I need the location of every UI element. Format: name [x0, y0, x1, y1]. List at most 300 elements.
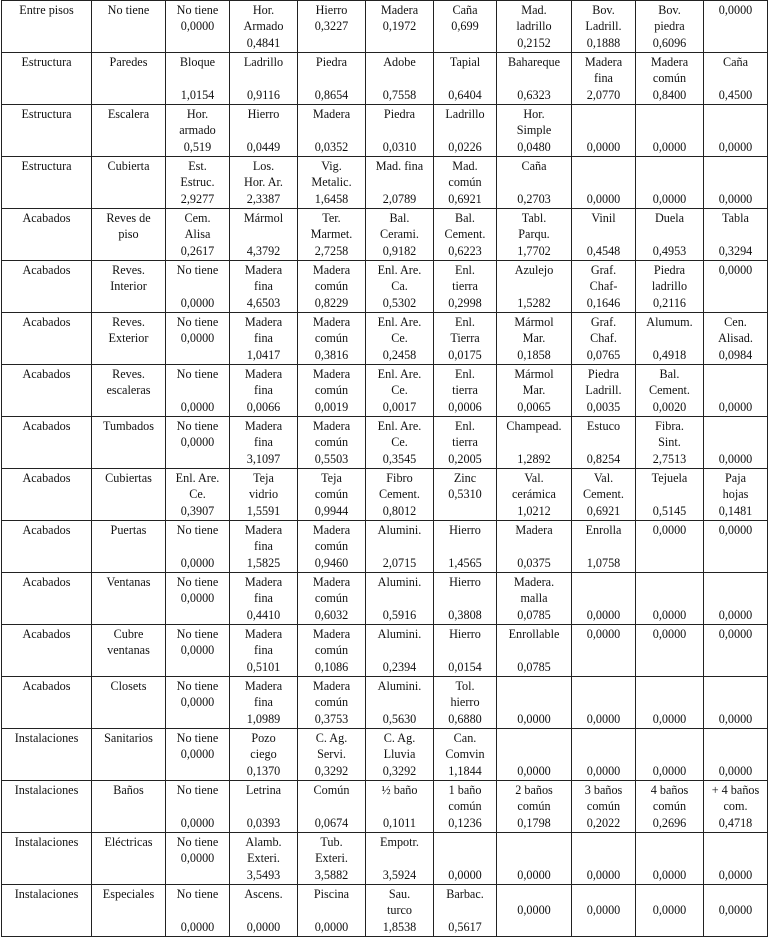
value-cell: [230, 469, 298, 521]
cell-line: [638, 694, 701, 710]
cell-line: 0,3294: [718, 243, 753, 258]
cell-line: Exterior: [108, 331, 149, 346]
cell-line: vidrio: [248, 487, 279, 502]
cell-line: [436, 834, 494, 850]
value-cell: [366, 209, 434, 261]
value-cell: [434, 365, 497, 417]
value-cell: [497, 105, 572, 157]
cell-line: [232, 226, 295, 242]
cell-line: 0,1481: [718, 503, 753, 518]
value-cell: [298, 261, 366, 313]
cell-line: fina: [254, 539, 273, 554]
cell-content: [436, 678, 494, 727]
cell-content: [300, 158, 363, 207]
cell-line: Madera: [312, 315, 351, 329]
table-row: [2, 521, 768, 573]
table-row: [2, 677, 768, 729]
cell-line: 0,4410: [246, 607, 281, 622]
cell-line: [574, 590, 633, 606]
cell-line: Mad.: [521, 3, 547, 17]
cell-line: Reves de: [106, 211, 151, 225]
cell-line: 0,0006: [448, 399, 482, 414]
value-cell: [434, 261, 497, 313]
value-cell: [366, 729, 434, 781]
cell-line: 0,4918: [652, 347, 687, 362]
cell-content: [574, 262, 633, 311]
value-cell: [298, 469, 366, 521]
cell-line: 0,0000: [718, 903, 753, 918]
cell-line: Alisa: [184, 227, 211, 242]
cell-content: [436, 210, 494, 259]
cell-content: [300, 106, 363, 155]
cell-content: [168, 54, 227, 103]
cell-line: 0,0000: [180, 851, 215, 866]
value-cell: [497, 833, 572, 885]
row-element-cell: [92, 729, 166, 781]
cell-line: 0,3907: [180, 503, 215, 518]
cell-content: [4, 210, 89, 226]
value-cell: [366, 677, 434, 729]
cell-line: fina: [254, 591, 273, 606]
table-row: [2, 417, 768, 469]
table-row: [2, 313, 768, 365]
value-cell: [434, 209, 497, 261]
cell-content: [4, 886, 89, 902]
cell-content: [368, 418, 431, 467]
value-cell: [434, 417, 497, 469]
cell-line: Ce.: [391, 383, 408, 398]
cell-line: [574, 850, 633, 866]
cell-content: [300, 626, 363, 675]
cell-line: Alumini.: [377, 679, 422, 693]
cell-line: [168, 538, 227, 554]
cell-line: común: [314, 643, 349, 658]
cell-line: 0,0765: [586, 347, 621, 362]
cell-line: Mad.: [452, 159, 478, 173]
value-cell: [704, 833, 768, 885]
cell-content: [168, 886, 227, 935]
cell-line: [499, 174, 569, 190]
cell-line: 2,9277: [180, 191, 215, 206]
cell-line: Exteri.: [315, 851, 348, 866]
cell-line: [638, 850, 701, 866]
cell-line: 0,7558: [382, 87, 417, 102]
cell-line: 0,8254: [586, 451, 621, 466]
cell-content: [574, 54, 633, 103]
value-cell: [230, 729, 298, 781]
cell-line: [638, 730, 701, 746]
value-cell: [497, 469, 572, 521]
value-cell: [298, 105, 366, 157]
cell-line: [436, 642, 494, 658]
cell-line: ventanas: [107, 643, 150, 658]
cell-line: Tapial: [449, 55, 481, 69]
cell-line: 0,0000: [586, 139, 621, 154]
cell-line: 0,699: [451, 19, 479, 34]
cell-line: común: [314, 695, 349, 710]
cell-line: Cubre: [113, 627, 144, 641]
cell-content: [499, 470, 569, 519]
cell-line: Mar.: [522, 331, 546, 346]
cell-line: Mar.: [522, 383, 546, 398]
value-cell: [497, 521, 572, 573]
cell-content: [168, 834, 227, 867]
value-cell: [298, 677, 366, 729]
cell-line: 0,0785: [517, 607, 551, 622]
cell-content: [638, 626, 701, 642]
cell-content: [94, 782, 163, 798]
cell-line: Cement.: [379, 487, 420, 502]
cell-content: [638, 54, 701, 103]
cell-line: escaleras: [106, 383, 151, 398]
cell-content: [574, 782, 633, 831]
cell-line: Alumini.: [377, 627, 422, 641]
cell-content: [168, 158, 227, 207]
cell-line: 0,5310: [448, 487, 482, 502]
cell-line: 0,9944: [314, 503, 349, 518]
cell-line: Simple: [516, 123, 552, 138]
value-cell: [636, 885, 704, 937]
cell-line: ½ baño: [381, 783, 418, 797]
cell-line: [499, 746, 569, 762]
value-cell: [497, 157, 572, 209]
cell-content: [94, 314, 163, 347]
cell-content: [300, 782, 363, 831]
cell-line: tierra: [452, 279, 478, 294]
cell-line: común: [314, 591, 349, 606]
value-cell: [704, 469, 768, 521]
value-cell: [497, 365, 572, 417]
cell-content: [232, 782, 295, 831]
cell-line: Acabados: [22, 315, 71, 329]
cell-line: 0,1236: [448, 815, 482, 830]
value-cell: [230, 53, 298, 105]
cell-line: Sanitarios: [104, 731, 153, 745]
cell-line: Caña: [722, 55, 749, 69]
cell-line: Estuco: [586, 419, 621, 433]
cell-line: 0,519: [183, 139, 212, 154]
value-cell: [166, 729, 230, 781]
value-cell: [366, 53, 434, 105]
cell-content: [300, 54, 363, 103]
table-row: [2, 209, 768, 261]
cell-content: [638, 574, 701, 623]
cell-line: Bal.: [455, 211, 475, 225]
cell-content: [232, 54, 295, 103]
cell-line: 0,0000: [517, 903, 551, 918]
value-cell: [704, 209, 768, 261]
cell-content: [706, 574, 765, 623]
cell-line: [638, 158, 701, 174]
cell-line: 1,0989: [246, 711, 281, 726]
cell-line: [638, 174, 701, 190]
value-cell: [230, 885, 298, 937]
cell-line: 0,0000: [652, 903, 687, 918]
table-body: [2, 1, 768, 937]
cell-line: 0,3292: [314, 763, 349, 778]
value-cell: [298, 365, 366, 417]
cell-content: [368, 626, 431, 675]
row-element-cell: [92, 469, 166, 521]
cell-content: [706, 678, 765, 727]
cell-line: 0,0000: [718, 867, 753, 882]
cell-line: 0,6223: [448, 243, 482, 258]
cell-content: [168, 678, 227, 711]
cell-line: [706, 434, 765, 450]
value-cell: [230, 261, 298, 313]
cell-line: 0,0020: [652, 399, 687, 414]
cell-line: Hor. Ar.: [244, 175, 283, 190]
value-cell: [704, 521, 768, 573]
cell-line: 2,0789: [382, 191, 417, 206]
value-cell: [298, 781, 366, 833]
table-row: [2, 1, 768, 53]
cell-line: piedra: [654, 19, 685, 34]
value-cell: [298, 313, 366, 365]
value-cell: [636, 209, 704, 261]
value-cell: [166, 261, 230, 313]
cell-content: [94, 470, 163, 486]
cell-line: Tabl.: [521, 211, 547, 225]
cell-content: [499, 54, 569, 103]
cell-content: [574, 470, 633, 519]
cell-line: [232, 798, 295, 814]
value-cell: [298, 417, 366, 469]
cell-line: Alamb.: [245, 835, 282, 849]
row-category-cell: [2, 209, 92, 261]
cell-content: [368, 262, 431, 311]
cell-content: [574, 626, 633, 642]
cell-line: Ce.: [189, 487, 206, 502]
cell-line: C. Ag.: [383, 731, 416, 745]
cell-line: [436, 70, 494, 86]
cell-line: [638, 330, 701, 346]
cell-line: Tol.: [455, 679, 475, 693]
cell-content: [4, 678, 89, 694]
cell-content: [638, 730, 701, 779]
cell-line: 0,5630: [382, 711, 417, 726]
cell-content: [638, 2, 701, 51]
cell-line: fina: [254, 279, 273, 294]
cell-line: [368, 122, 431, 138]
cell-content: [574, 522, 633, 571]
cell-line: Reves.: [112, 263, 145, 277]
cell-line: Hor.: [252, 3, 275, 17]
cell-content: [368, 158, 431, 207]
cell-line: [574, 574, 633, 590]
cell-content: [499, 262, 569, 311]
table-row: [2, 365, 768, 417]
cell-line: 0,3808: [448, 607, 482, 622]
cell-line: 0,2696: [652, 815, 687, 830]
cell-line: 2 baños: [515, 783, 553, 797]
cell-line: 0,0449: [246, 139, 281, 154]
cell-content: [368, 730, 431, 779]
cell-line: Instalaciones: [14, 887, 79, 901]
cell-line: 0,0000: [517, 711, 551, 726]
cell-line: 0,8012: [382, 503, 417, 518]
cell-line: Hierro: [449, 627, 481, 641]
cell-line: [706, 834, 765, 850]
value-cell: [166, 521, 230, 573]
cell-line: Ca.: [391, 279, 408, 294]
cell-line: 0,4953: [652, 243, 687, 258]
cell-line: Bahareque: [507, 55, 561, 69]
cell-content: [4, 470, 89, 486]
cell-line: [499, 678, 569, 694]
cell-line: 0,1011: [382, 815, 417, 830]
cell-content: [436, 886, 494, 935]
cell-line: Paja: [725, 471, 746, 485]
cell-line: 0,1888: [586, 35, 621, 50]
cell-line: Tierra: [450, 331, 480, 346]
cell-content: [499, 2, 569, 51]
value-cell: [434, 833, 497, 885]
cell-content: [168, 782, 227, 831]
cell-line: 0,3227: [314, 19, 349, 34]
cell-line: 1,6458: [314, 191, 349, 206]
cell-line: Bov.: [592, 3, 615, 17]
cell-line: 4,3792: [246, 243, 281, 258]
cell-content: [706, 2, 765, 18]
cell-line: 1,7702: [517, 243, 551, 258]
cell-line: [436, 538, 494, 554]
row-category-cell: [2, 781, 92, 833]
cell-content: [638, 106, 701, 155]
cell-line: 0,2394: [382, 659, 417, 674]
value-cell: [298, 157, 366, 209]
cell-content: [436, 314, 494, 363]
cell-line: Madera: [584, 55, 623, 69]
cell-content: [4, 418, 89, 434]
cell-content: [232, 574, 295, 623]
cell-line: 1,4565: [448, 555, 482, 570]
cell-content: [94, 834, 163, 850]
value-cell: [497, 677, 572, 729]
cell-line: [706, 694, 765, 710]
cell-content: [499, 314, 569, 363]
cell-line: 0,5145: [652, 503, 687, 518]
cell-line: 0,0000: [586, 607, 621, 622]
cell-content: [94, 626, 163, 659]
cell-line: Puertas: [110, 523, 147, 537]
cell-line: Instalaciones: [14, 731, 79, 745]
cell-line: Madera: [244, 627, 283, 641]
cell-line: cerámica: [512, 487, 556, 502]
row-element-cell: [92, 521, 166, 573]
cell-line: 1,5282: [517, 295, 551, 310]
value-cell: [230, 573, 298, 625]
value-cell: [704, 417, 768, 469]
cell-line: Mad. fina: [375, 159, 424, 173]
value-cell: [572, 365, 636, 417]
cell-line: fina: [254, 695, 273, 710]
value-cell: [434, 313, 497, 365]
cell-content: [638, 470, 701, 519]
cell-line: [638, 886, 701, 902]
cell-line: Adobe: [383, 55, 416, 69]
value-cell: [298, 521, 366, 573]
cell-line: Madera: [312, 575, 351, 589]
cell-line: 0,6323: [517, 87, 551, 102]
cell-line: [436, 122, 494, 138]
cell-line: [706, 746, 765, 762]
cell-line: Estructura: [21, 159, 72, 173]
cell-line: malla: [520, 591, 548, 606]
value-cell: [704, 105, 768, 157]
cell-line: común: [448, 175, 482, 190]
cell-line: [436, 850, 494, 866]
cell-line: 0,5101: [246, 659, 281, 674]
cell-line: Servi.: [317, 747, 346, 762]
cell-line: Madera: [312, 419, 351, 433]
value-cell: [434, 781, 497, 833]
cell-content: [638, 314, 701, 363]
cell-line: Alumini.: [377, 575, 422, 589]
cell-line: Parqu.: [518, 227, 550, 242]
cell-line: Fibra.: [655, 419, 684, 433]
cell-content: [368, 834, 431, 883]
cell-content: [300, 314, 363, 363]
cell-line: Bloque: [179, 55, 216, 69]
cell-line: Hor.: [186, 107, 209, 121]
cell-line: ciego: [250, 747, 277, 762]
cell-line: Hierro: [449, 575, 481, 589]
cell-content: [168, 262, 227, 311]
cell-line: 0,8400: [652, 87, 687, 102]
row-category-cell: [2, 365, 92, 417]
cell-line: [706, 106, 765, 122]
cell-line: Escalera: [107, 107, 150, 121]
cell-line: Enl.: [455, 263, 475, 277]
cell-line: [706, 574, 765, 590]
cell-line: 0,5503: [314, 451, 349, 466]
cell-line: Graf.: [590, 263, 617, 277]
cell-line: Madera: [312, 263, 351, 277]
cell-line: [499, 886, 569, 902]
value-cell: [636, 365, 704, 417]
value-cell: [636, 1, 704, 53]
cell-line: [574, 434, 633, 450]
cell-line: común: [448, 799, 482, 814]
cell-content: [436, 834, 494, 883]
cell-line: Fibro: [386, 471, 413, 485]
cell-line: Teja: [321, 471, 342, 485]
row-category-cell: [2, 313, 92, 365]
cell-line: [368, 642, 431, 658]
cell-line: Madera: [312, 107, 351, 121]
cell-line: 0,0352: [314, 139, 349, 154]
cell-content: [638, 262, 701, 311]
value-cell: [434, 885, 497, 937]
cell-line: [706, 678, 765, 694]
cell-content: [436, 366, 494, 415]
cell-line: Acabados: [22, 419, 71, 433]
cell-line: Madera: [515, 523, 553, 537]
value-cell: [166, 1, 230, 53]
cell-line: [706, 886, 765, 902]
cell-line: Baños: [113, 783, 144, 797]
cell-line: 0,2152: [517, 35, 551, 50]
cell-line: Mármol: [514, 315, 554, 329]
cell-line: 0,2458: [382, 347, 417, 362]
cell-content: [499, 210, 569, 259]
cell-line: 0,9460: [314, 555, 349, 570]
cell-line: 0,0000: [652, 523, 687, 537]
value-cell: [636, 729, 704, 781]
cell-line: Teja: [253, 471, 274, 485]
value-cell: [572, 521, 636, 573]
